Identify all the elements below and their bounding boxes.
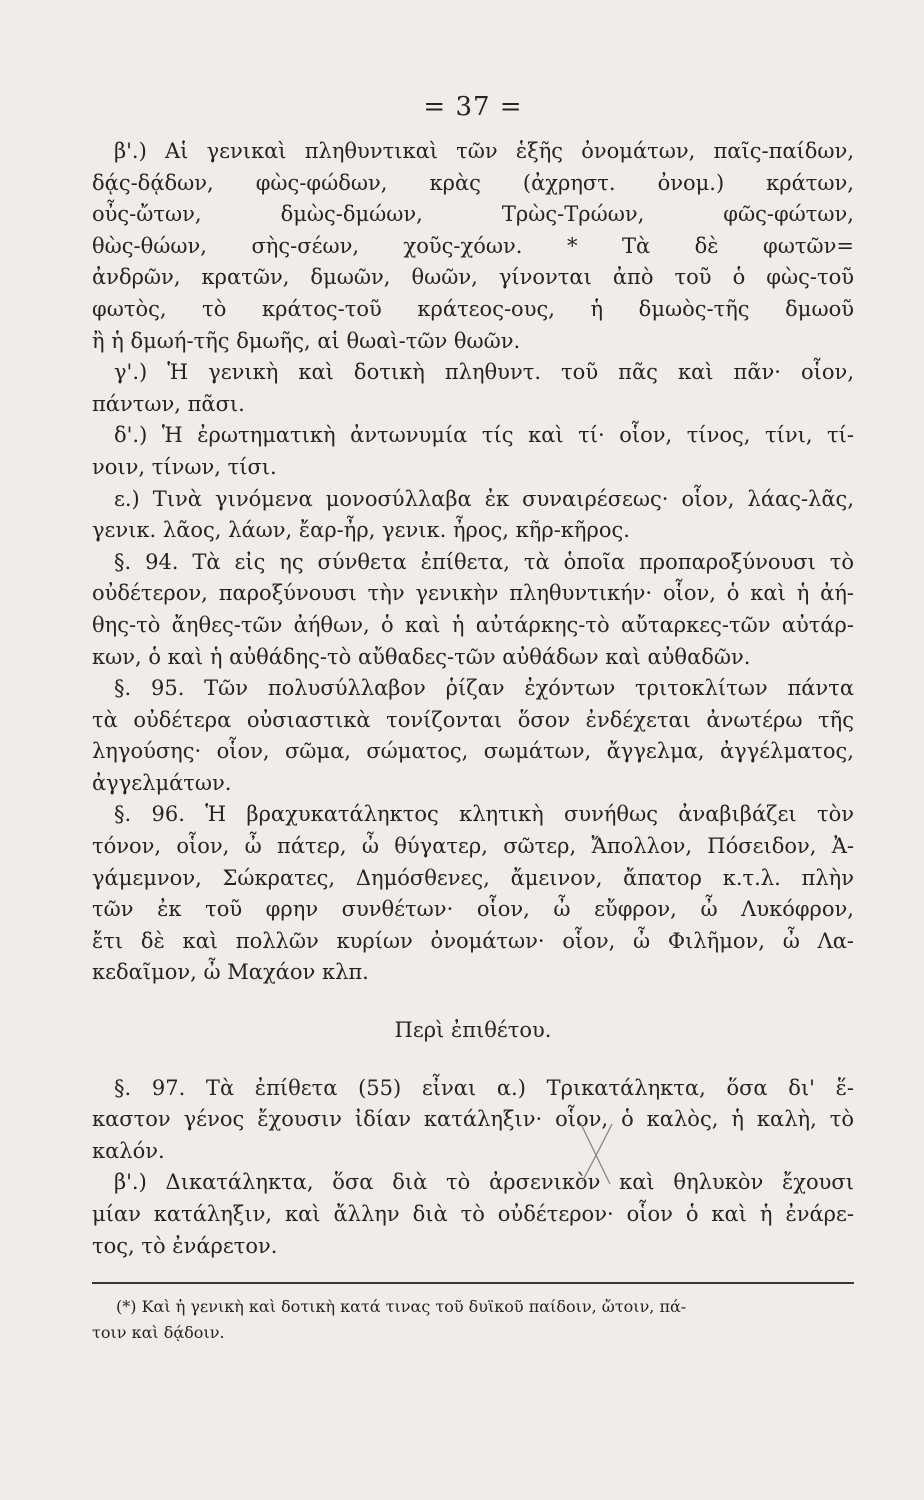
text-line: οὖς-ὤτων, δμὼς-δμώων, Τρὼς-Τρώων, φῶς-φώτων, [92, 202, 854, 227]
text-line: κων, ὁ καὶ ἡ αὐθάδης-τὸ αὔθαδες-τῶν αὐθάδων καὶ αὐθαδῶν. [92, 644, 751, 669]
pencil-mark-icon [570, 1118, 620, 1188]
paragraph-95 [92, 673, 854, 799]
text-line: γάμεμνον, Σώκρατες, Δημόσθενες, ἄμεινον, ἄπατορ κ.τ.λ. πλὴν [92, 865, 854, 890]
text-line: καστον γένος ἔχουσιν ἰδίαν κατάληξιν· οἷον, ὁ καλὸς, ἡ καλὴ, τὸ [92, 1107, 854, 1132]
text-line: β'.) Αἱ γενικαὶ πληθυντικαὶ τῶν ἑξῆς ὀνομάτων, παῖς-παίδων, [114, 139, 854, 163]
footnote [92, 1294, 854, 1346]
section-e [92, 484, 854, 547]
text-line: τῶν ἐκ τοῦ φρην συνθέτων· οἷον, ὦ εὔφρον, ὦ Λυκόφρον, [92, 897, 854, 922]
text-line: β'.) Δικατάληκτα, ὅσα διὰ τὸ ἀρσενικὸν καὶ θηλυκὸν ἔχουσι [114, 1170, 854, 1195]
text-line: §. 94. Τὰ εἰς ης σύνθετα ἐπίθετα, τὰ ὁποῖα προπαροξύνουσι τὸ [114, 549, 854, 574]
text-line: γενικ. λᾶος, λάων, ἔαρ-ἦρ, γενικ. ἦρος, κῆρ-κῆρος. [92, 518, 630, 543]
text-line: ἔτι δὲ καὶ πολλῶν κυρίων ὀνομάτων· οἷον, ὦ Φιλῆμον, ὦ Λα- [92, 928, 854, 953]
footnote-line: τοιν καὶ δᾴδοιν. [92, 1323, 225, 1343]
text-line: τος, τὸ ἐνάρετον. [92, 1233, 278, 1258]
section-b [92, 136, 854, 357]
text-line: δ'.) Ἡ ἐρωτηματικὴ ἀντωνυμία τίς καὶ τί· οἷον, τίνος, τίνι, τί- [114, 423, 854, 448]
text-line: ἀγγελμάτων. [92, 770, 232, 795]
text-line: κεδαῖμον, ὦ Μαχάον κλπ. [92, 960, 369, 985]
text-line: §. 95. Τῶν πολυσύλλαβον ῥίζαν ἐχόντων τριτοκλίτων πάντα [114, 676, 854, 701]
text-line: ε.) Τινὰ γινόμενα μονοσύλλαβα ἐκ συναιρέσεως· οἷον, λάας-λᾶς, [114, 486, 854, 511]
text-line: φωτὸς, τὸ κράτος-τοῦ κράτεος-ους, ἡ δμωὸς-τῆς δμωοῦ [92, 296, 854, 321]
section-heading: Περὶ ἐπιθέτου. [394, 1018, 552, 1043]
text-line: νοιν, τίνων, τίσι. [92, 454, 277, 479]
text-line: οὐδέτερον, παροξύνουσι τὴν γενικὴν πληθυντικήν· οἷον, ὁ καὶ ἡ ἀή- [92, 581, 854, 606]
footnote-rule [92, 1282, 854, 1284]
text-line: θης-τὸ ἄηθες-τῶν ἀήθων, ὁ καὶ ἡ αὐτάρκης-τὸ αὔταρκες-τῶν αὐτάρ- [92, 612, 854, 637]
text-line: γ'.) Ἡ γενικὴ καὶ δοτικὴ πληθυντ. τοῦ πᾶς καὶ πᾶν· οἷον, [114, 360, 854, 385]
page-number: = 37 = [423, 92, 523, 122]
text-line: τόνον, οἷον, ὦ πάτερ, ὦ θύγατερ, σῶτερ, Ἄπολλον, Πόσειδον, Ἀ- [92, 834, 854, 859]
paragraph-97b [92, 1167, 854, 1262]
text-line: τὰ οὐδέτερα οὐσιαστικὰ τονίζονται ὅσον ἐνδέχεται ἀνωτέρω τῆς [92, 707, 854, 732]
text-line: ληγούσης· οἷον, σῶμα, σώματος, σωμάτων, ἄγγελμα, ἀγγέλματος, [92, 739, 854, 764]
text-line: ἀνδρῶν, κρατῶν, δμωῶν, θωῶν, γίνονται ἀπὸ τοῦ ὁ φὼς-τοῦ [92, 265, 854, 290]
text-line: §. 96. Ἡ βραχυκατάληκτος κλητικὴ συνήθως ἀναβιβάζει τὸν [114, 802, 854, 827]
text-line: θὼς-θώων, σὴς-σέων, χοῦς-χόων. * Τὰ δὲ φωτῶν= [92, 233, 854, 258]
section-d [92, 420, 854, 483]
paragraph-96 [92, 799, 854, 989]
footnote-line: (*) Καὶ ἡ γενικὴ καὶ δοτικὴ κατά τινας τοῦ δυϊκοῦ παίδοιν, ὤτοιν, πά- [116, 1297, 687, 1317]
text-line: ἢ ἡ δμωή-τῆς δμωῆς, αἱ θωαὶ-τῶν θωῶν. [92, 328, 521, 353]
paragraph-97 [92, 1073, 854, 1168]
text-line: πάντων, πᾶσι. [92, 391, 245, 416]
paragraph-94 [92, 547, 854, 673]
text-line: δᾴς-δᾴδων, φὼς-φώδων, κρὰς (ἀχρηστ. ὀνομ.) κράτων, [92, 170, 854, 195]
section-g [92, 357, 854, 420]
text-line: καλόν. [92, 1138, 165, 1163]
text-line: §. 97. Τὰ ἐπίθετα (55) εἶναι α.) Τρικατάληκτα, ὅσα δι' ἕ- [114, 1075, 854, 1100]
text-line: μίαν κατάληξιν, καὶ ἄλλην διὰ τὸ οὐδέτερον· οἷον ὁ καὶ ἡ ἐνάρε- [92, 1202, 854, 1226]
